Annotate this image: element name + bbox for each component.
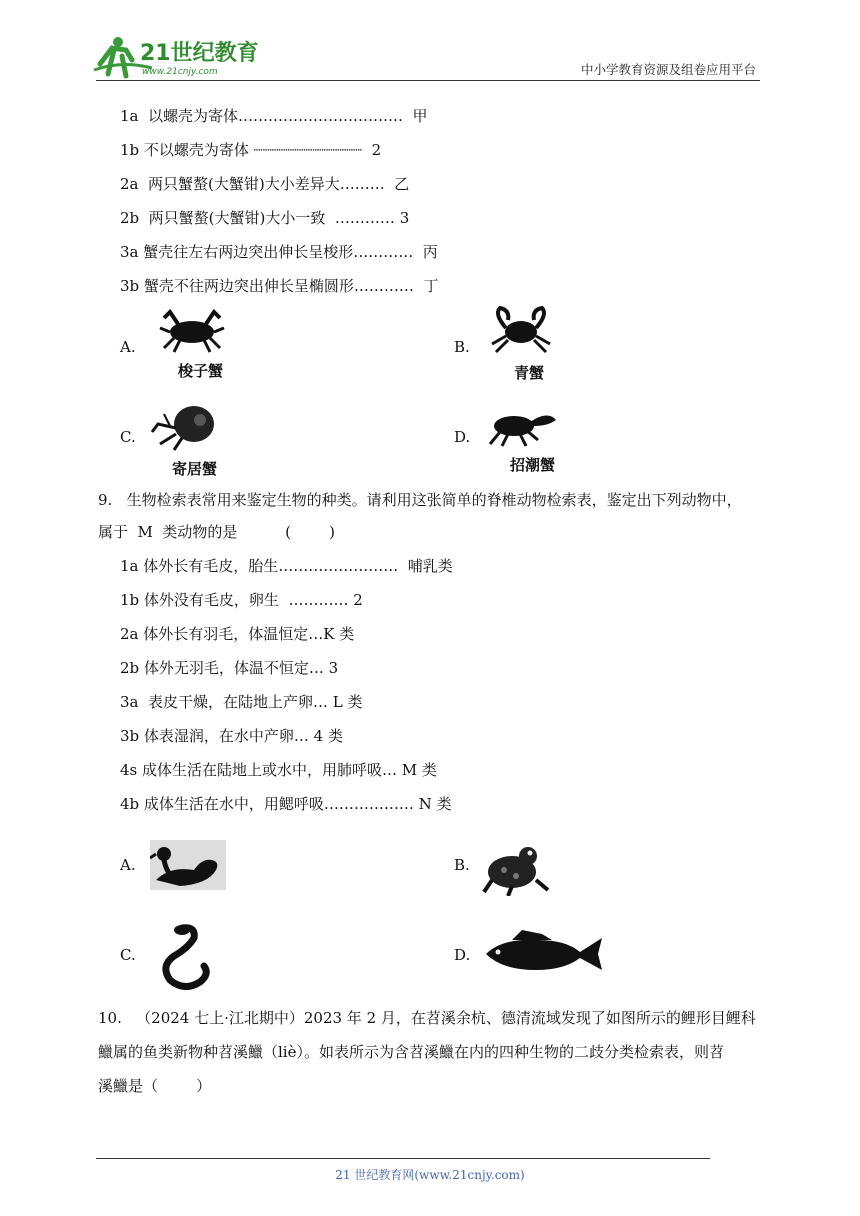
q9-key-line: 2b 体外无羽毛，体温不恒定… 3 bbox=[120, 659, 339, 677]
q8-key-line: 3a 蟹壳往左右两边突出伸长呈梭形………… 丙 bbox=[120, 243, 438, 261]
fish-icon bbox=[482, 930, 604, 978]
frog-icon bbox=[482, 840, 552, 896]
q8-caption-c: 寄居蟹 bbox=[172, 460, 218, 478]
q8-key-line: 1a 以螺壳为寄体…………………………… 甲 bbox=[120, 107, 428, 125]
q8-option-d[interactable]: D. bbox=[454, 428, 471, 446]
q8-key-line: 2a 两只蟹螯(大蟹钳)大小差异大……… 乙 bbox=[120, 175, 410, 193]
q8-key-line: 2b 两只蟹螯(大蟹钳)大小一致 ………… 3 bbox=[120, 209, 410, 227]
q8-caption-d: 招潮蟹 bbox=[510, 456, 556, 474]
q9-option-d[interactable]: D. bbox=[454, 946, 471, 964]
footer-divider bbox=[96, 1158, 710, 1159]
duck-icon bbox=[150, 840, 226, 890]
footer-text[interactable]: 21 世纪教育网(www.21cnjy.com) bbox=[335, 1168, 525, 1182]
q9-key-line: 1b 体外没有毛皮，卵生 ………… 2 bbox=[120, 591, 363, 609]
platform-name: 中小学教育资源及组卷应用平台 bbox=[580, 62, 756, 77]
fiddler-crab-icon bbox=[486, 402, 560, 448]
q8-option-b[interactable]: B. bbox=[454, 338, 470, 356]
q8-option-a[interactable]: A. bbox=[120, 338, 136, 356]
q9-key-line: 1a 体外长有毛皮，胎生…………………… 哺乳类 bbox=[120, 557, 453, 575]
snake-icon bbox=[152, 922, 216, 994]
q8-caption-b: 青蟹 bbox=[514, 364, 545, 382]
q9-option-c[interactable]: C. bbox=[120, 946, 136, 964]
q9-stem: 属于 M 类动物的是 ( ) bbox=[98, 523, 335, 541]
q10-stem: 鱲属的鱼类新物种苕溪鱲（liè）。如表所示为含苕溪鱲在内的四种生物的二歧分类检索表，则苕 bbox=[98, 1043, 724, 1061]
q9-option-a[interactable]: A. bbox=[120, 856, 136, 874]
svg-text:21世纪教育: 21世纪教育 bbox=[140, 41, 259, 66]
q10-stem: 溪鱲是（ ） bbox=[98, 1077, 212, 1095]
q8-key-line: 1b 不以螺壳为寄体 ┈┈┈┈┈┈┈┈┈┈┈┈ 2 bbox=[120, 141, 382, 159]
q8-option-c[interactable]: C. bbox=[120, 428, 136, 446]
q9-key-line: 2a 体外长有羽毛，体温恒定…K 类 bbox=[120, 625, 355, 643]
q10-stem: 10. （2024 七上·江北期中）2023 年 2 月，在苕溪余杭、德清流域发现了如图所示的鲤形目鲤科 bbox=[98, 1009, 756, 1027]
swimming-crab-icon bbox=[158, 308, 226, 354]
q9-key-line: 3b 体表湿润，在水中产卵… 4 类 bbox=[120, 727, 343, 745]
q9-key-line: 3a 表皮干燥，在陆地上产卵… L 类 bbox=[120, 693, 363, 711]
q9-stem: 9. 生物检索表常用来鉴定生物的种类。请利用这张简单的脊椎动物检索表，鉴定出下列动物中， bbox=[98, 491, 742, 509]
hermit-crab-icon bbox=[148, 398, 220, 452]
header-divider bbox=[96, 80, 760, 81]
q9-key-line: 4s 成体生活在陆地上或水中，用肺呼吸… M 类 bbox=[120, 761, 437, 779]
svg-text:www.21cnjy.com: www.21cnjy.com bbox=[142, 67, 218, 77]
q8-key-line: 3b 蟹壳不往两边突出伸长呈椭圆形………… 丁 bbox=[120, 277, 439, 295]
page-header bbox=[0, 0, 860, 90]
q9-option-b[interactable]: B. bbox=[454, 856, 470, 874]
q9-key-line: 4b 成体生活在水中，用鳃呼吸……………… N 类 bbox=[120, 795, 452, 813]
q8-caption-a: 梭子蟹 bbox=[178, 362, 224, 380]
brand-logo bbox=[92, 34, 262, 80]
mud-crab-icon bbox=[486, 306, 556, 354]
